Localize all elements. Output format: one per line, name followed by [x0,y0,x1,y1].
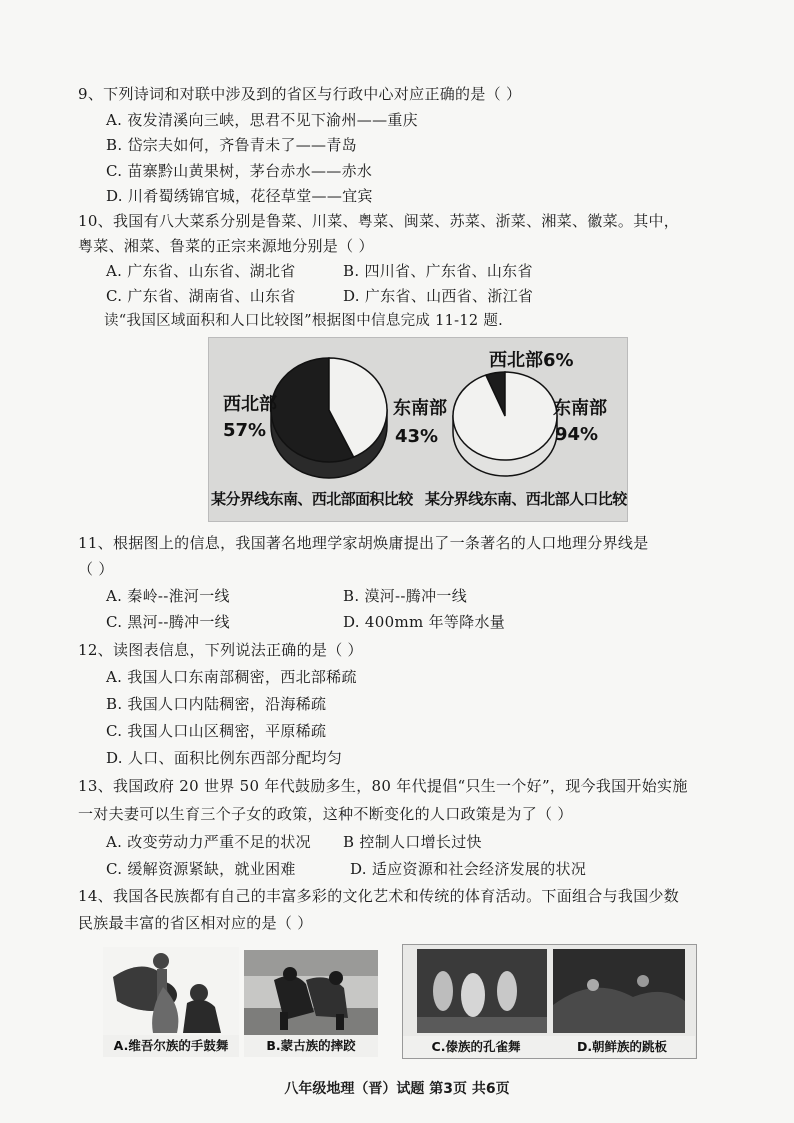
photo-b-caption: B.蒙古族的摔跤 [244,1035,378,1057]
pie1-value-southeast: 43% [395,426,439,447]
q13-stem-line2: 一对夫妻可以生育三个子女的政策，这种不断变化的人口政策是为了（ ） [78,805,573,823]
pie2-label-northwest: 西北部6% [489,350,574,371]
q10-option-d: D. 广东省、山西省、浙江省 [343,287,534,305]
q12-option-d: D. 人口、面积比例东西部分配均匀 [106,749,343,767]
q10-stem-line2: 粤菜、湘菜、鲁菜的正宗来源地分别是（ ） [78,237,374,255]
q10-stem-line1: 10、我国有八大菜系分别是鲁菜、川菜、粤菜、闽菜、苏菜、浙菜、湘菜、徽菜。其中， [78,212,680,230]
pie2-slice-southeast [453,372,557,460]
q14-stem-line1: 14、我国各民族都有自己的丰富多彩的文化艺术和传统的体育活动。下面组合与我国少数 [78,887,680,905]
q14-stem-line2: 民族最丰富的省区相对应的是（ ） [78,914,313,932]
pie2-title: 某分界线东南、西北部人口比较 [425,490,627,508]
q11-option-b: B. 漠河--腾冲一线 [343,587,467,605]
pie2-label-southeast: 东南部 [553,398,607,419]
q13-option-b: B 控制人口增长过快 [343,833,482,851]
q9-stem: 9、下列诗词和对联中涉及到的省区与行政中心对应正确的是（ ） [78,85,522,103]
pie1-value-northwest: 57% [223,420,267,441]
q11-stem-line2: （ ） [78,560,114,578]
stage-photos-icon [403,945,696,1033]
q11-option-c: C. 黑河--腾冲一线 [106,613,230,631]
photo-a-uyghur-dance [103,947,239,1057]
figure-intro: 读“我国区域面积和人口比较图”根据图中信息完成 11-12 题. [104,313,504,329]
q12-stem: 12、读图表信息，下列说法正确的是（ ） [78,641,363,659]
q9-option-d: D. 川肴蜀绣锦官城，花径草堂——宜宾 [106,187,373,205]
photo-c-caption: C.傣族的孔雀舞 [403,1036,549,1058]
photo-a-caption: A.维吾尔族的手鼓舞 [103,1035,239,1057]
q11-option-d: D. 400mm 年等降水量 [343,613,506,631]
pie1-label-southeast: 东南部 [393,398,447,419]
pie1-title: 某分界线东南、西北部面积比较 [211,490,413,508]
q10-option-a: A. 广东省、山东省、湖北省 [106,262,296,280]
q9-option-a: A. 夜发清溪向三峡，思君不见下渝州——重庆 [106,111,418,129]
q11-option-a: A. 秦岭--淮河一线 [106,587,230,605]
area-population-figure [208,337,628,522]
wrestlers-photo-icon [244,950,378,1035]
dancer-illustration-icon [103,947,239,1035]
pie2-value-southeast: 94% [555,424,599,445]
q13-option-d: D. 适应资源和社会经济发展的状况 [350,860,587,878]
q13-stem-line1: 13、我国政府 20 世界 50 年代鼓励多生，80 年代提倡“只生一个好”，现今我国开始实施 [78,777,688,795]
q12-option-a: A. 我国人口东南部稠密，西北部稀疏 [106,668,357,686]
q11-stem-line1: 11、根据图上的信息，我国著名地理学家胡焕庸提出了一条著名的人口地理分界线是 [78,534,649,552]
q10-option-b: B. 四川省、广东省、山东省 [343,262,533,280]
q10-option-c: C. 广东省、湖南省、山东省 [106,287,296,305]
q9-option-b: B. 岱宗夫如何，齐鲁青未了——青岛 [106,136,357,154]
q13-option-c: C. 缓解资源紧缺，就业困难 [106,860,296,878]
pie1-label-northwest: 西北部 [223,394,277,415]
page-footer: 八年级地理（晋）试题 第3页 共6页 [284,1081,510,1097]
q12-option-c: C. 我国人口山区稠密，平原稀疏 [106,722,327,740]
photo-cd-group [402,944,697,1059]
q13-option-a: A. 改变劳动力严重不足的状况 [106,833,311,851]
photo-b-mongol-wrestling [244,950,378,1057]
q9-option-c: C. 苗寨黔山黄果树，茅台赤水——赤水 [106,162,373,180]
photo-d-caption: D.朝鲜族的跳板 [549,1036,695,1058]
q12-option-b: B. 我国人口内陆稠密，沿海稀疏 [106,695,327,713]
